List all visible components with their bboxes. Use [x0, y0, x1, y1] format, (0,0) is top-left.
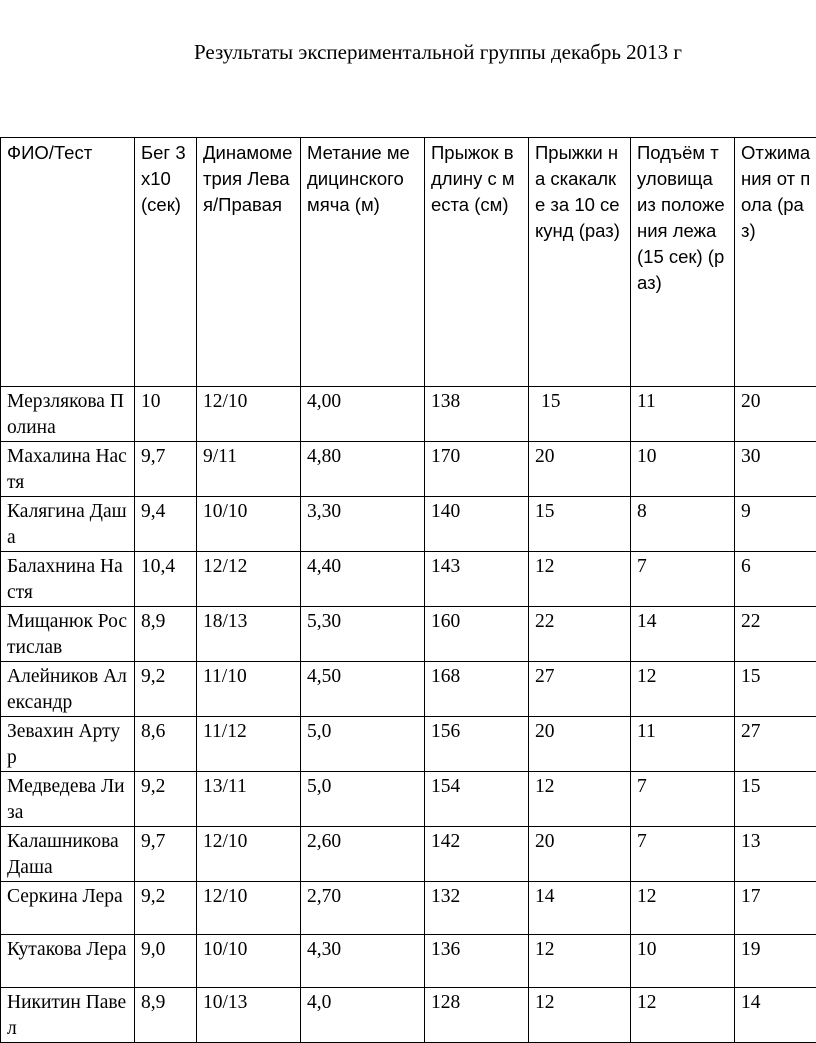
ball-throw-cell: 4,50 — [301, 662, 425, 717]
push-ups-cell: 15 — [735, 662, 816, 717]
dynamometry-cell: 12/10 — [197, 827, 301, 882]
table-row — [1, 552, 816, 607]
student-name: Алейников Александр — [1, 662, 135, 717]
table-row — [1, 827, 816, 882]
long-jump-cell: 168 — [425, 662, 529, 717]
run-time-cell: 8,9 — [135, 607, 197, 662]
column-header-name: ФИО/Тест — [1, 138, 135, 387]
push-ups-cell: 27 — [735, 717, 816, 772]
run-time-cell: 8,6 — [135, 717, 197, 772]
run-time-cell: 10,4 — [135, 552, 197, 607]
ball-throw-cell: 2,60 — [301, 827, 425, 882]
sit-ups-cell: 14 — [631, 607, 735, 662]
rope-jumps-cell: 12 — [529, 772, 631, 827]
rope-jumps-cell: 12 — [529, 988, 631, 1043]
student-name: Кутакова Лера — [1, 935, 135, 988]
dynamometry-cell: 12/10 — [197, 387, 301, 442]
run-time-cell: 9,7 — [135, 827, 197, 882]
long-jump-cell: 140 — [425, 497, 529, 552]
rope-jumps-cell: 22 — [529, 607, 631, 662]
ball-throw-cell: 4,40 — [301, 552, 425, 607]
push-ups-cell: 6 — [735, 552, 816, 607]
sit-ups-cell: 10 — [631, 935, 735, 988]
run-time-cell: 9,2 — [135, 662, 197, 717]
run-time-cell: 9,2 — [135, 882, 197, 935]
ball-throw-cell: 4,00 — [301, 387, 425, 442]
student-name: Зевахин Артур — [1, 717, 135, 772]
rope-jumps-cell: 20 — [529, 717, 631, 772]
long-jump-cell: 143 — [425, 552, 529, 607]
long-jump-cell: 156 — [425, 717, 529, 772]
long-jump-cell: 170 — [425, 442, 529, 497]
ball-throw-cell: 4,80 — [301, 442, 425, 497]
long-jump-cell: 138 — [425, 387, 529, 442]
push-ups-cell: 17 — [735, 882, 816, 935]
sit-ups-cell: 7 — [631, 552, 735, 607]
long-jump-cell: 136 — [425, 935, 529, 988]
ball-throw-cell: 5,0 — [301, 772, 425, 827]
column-header-run: Бег 3х10 (сек) — [135, 138, 197, 387]
dynamometry-cell: 18/13 — [197, 607, 301, 662]
long-jump-cell: 160 — [425, 607, 529, 662]
column-header-long-jump: Прыжок в длину с места (см) — [425, 138, 529, 387]
ball-throw-cell: 3,30 — [301, 497, 425, 552]
student-name: Серкина Лера — [1, 882, 135, 935]
header-row — [1, 138, 816, 387]
ball-throw-cell: 2,70 — [301, 882, 425, 935]
table-row — [1, 497, 816, 552]
push-ups-cell: 20 — [735, 387, 816, 442]
table-row — [1, 662, 816, 717]
sit-ups-cell: 11 — [631, 717, 735, 772]
column-header-rope-jumps: Прыжки на скакалке за 10 секунд (раз) — [529, 138, 631, 387]
push-ups-cell: 22 — [735, 607, 816, 662]
table-row — [1, 442, 816, 497]
sit-ups-cell: 12 — [631, 662, 735, 717]
rope-jumps-cell: 20 — [529, 827, 631, 882]
table-row — [1, 607, 816, 662]
column-header-push-ups: Отжимания от пола (раз) — [735, 138, 816, 387]
long-jump-cell: 128 — [425, 988, 529, 1043]
run-time-cell: 9,2 — [135, 772, 197, 827]
dynamometry-cell: 12/10 — [197, 882, 301, 935]
student-name: Мищанюк Ростислав — [1, 607, 135, 662]
push-ups-cell: 15 — [735, 772, 816, 827]
student-name: Мерзлякова Полина — [1, 387, 135, 442]
push-ups-cell: 13 — [735, 827, 816, 882]
push-ups-cell: 14 — [735, 988, 816, 1043]
rope-jumps-cell: 15 — [529, 387, 631, 442]
ball-throw-cell: 5,0 — [301, 717, 425, 772]
sit-ups-cell: 12 — [631, 988, 735, 1043]
table-row — [1, 387, 816, 442]
document-title: Результаты экспериментальной группы декабрь 2013 г — [0, 40, 816, 65]
dynamometry-cell: 12/12 — [197, 552, 301, 607]
table-header — [1, 138, 816, 387]
student-name: Калягина Даша — [1, 497, 135, 552]
ball-throw-cell: 5,30 — [301, 607, 425, 662]
column-header-ball-throw: Метание медицинского мяча (м) — [301, 138, 425, 387]
student-name: Калашникова Даша — [1, 827, 135, 882]
table-row — [1, 772, 816, 827]
push-ups-cell: 19 — [735, 935, 816, 988]
ball-throw-cell: 4,0 — [301, 988, 425, 1043]
sit-ups-cell: 12 — [631, 882, 735, 935]
dynamometry-cell: 11/10 — [197, 662, 301, 717]
table-row — [1, 717, 816, 772]
dynamometry-cell: 11/12 — [197, 717, 301, 772]
sit-ups-cell: 8 — [631, 497, 735, 552]
long-jump-cell: 132 — [425, 882, 529, 935]
run-time-cell: 10 — [135, 387, 197, 442]
dynamometry-cell: 10/10 — [197, 935, 301, 988]
sit-ups-cell: 7 — [631, 772, 735, 827]
table-row — [1, 935, 816, 988]
table-row — [1, 988, 816, 1043]
dynamometry-cell: 10/10 — [197, 497, 301, 552]
table-body — [1, 387, 816, 1043]
student-name: Медведева Лиза — [1, 772, 135, 827]
run-time-cell: 9,0 — [135, 935, 197, 988]
student-name: Махалина Настя — [1, 442, 135, 497]
run-time-cell: 9,4 — [135, 497, 197, 552]
rope-jumps-cell: 15 — [529, 497, 631, 552]
dynamometry-cell: 10/13 — [197, 988, 301, 1043]
student-name: Никитин Павел — [1, 988, 135, 1043]
run-time-cell: 9,7 — [135, 442, 197, 497]
ball-throw-cell: 4,30 — [301, 935, 425, 988]
student-name: Балахнина Настя — [1, 552, 135, 607]
rope-jumps-cell: 14 — [529, 882, 631, 935]
long-jump-cell: 142 — [425, 827, 529, 882]
table-row — [1, 882, 816, 935]
column-header-dynamometry: Динамометрия Левая/Правая — [197, 138, 301, 387]
rope-jumps-cell: 12 — [529, 935, 631, 988]
dynamometry-cell: 9/11 — [197, 442, 301, 497]
sit-ups-cell: 7 — [631, 827, 735, 882]
sit-ups-cell: 11 — [631, 387, 735, 442]
sit-ups-cell: 10 — [631, 442, 735, 497]
rope-jumps-cell: 20 — [529, 442, 631, 497]
push-ups-cell: 30 — [735, 442, 816, 497]
rope-jumps-cell: 27 — [529, 662, 631, 717]
long-jump-cell: 154 — [425, 772, 529, 827]
dynamometry-cell: 13/11 — [197, 772, 301, 827]
rope-jumps-cell: 12 — [529, 552, 631, 607]
run-time-cell: 8,9 — [135, 988, 197, 1043]
results-table — [0, 137, 816, 1043]
column-header-sit-ups: Подъём туловища из положения лежа(15 сек) (раз) — [631, 138, 735, 387]
push-ups-cell: 9 — [735, 497, 816, 552]
